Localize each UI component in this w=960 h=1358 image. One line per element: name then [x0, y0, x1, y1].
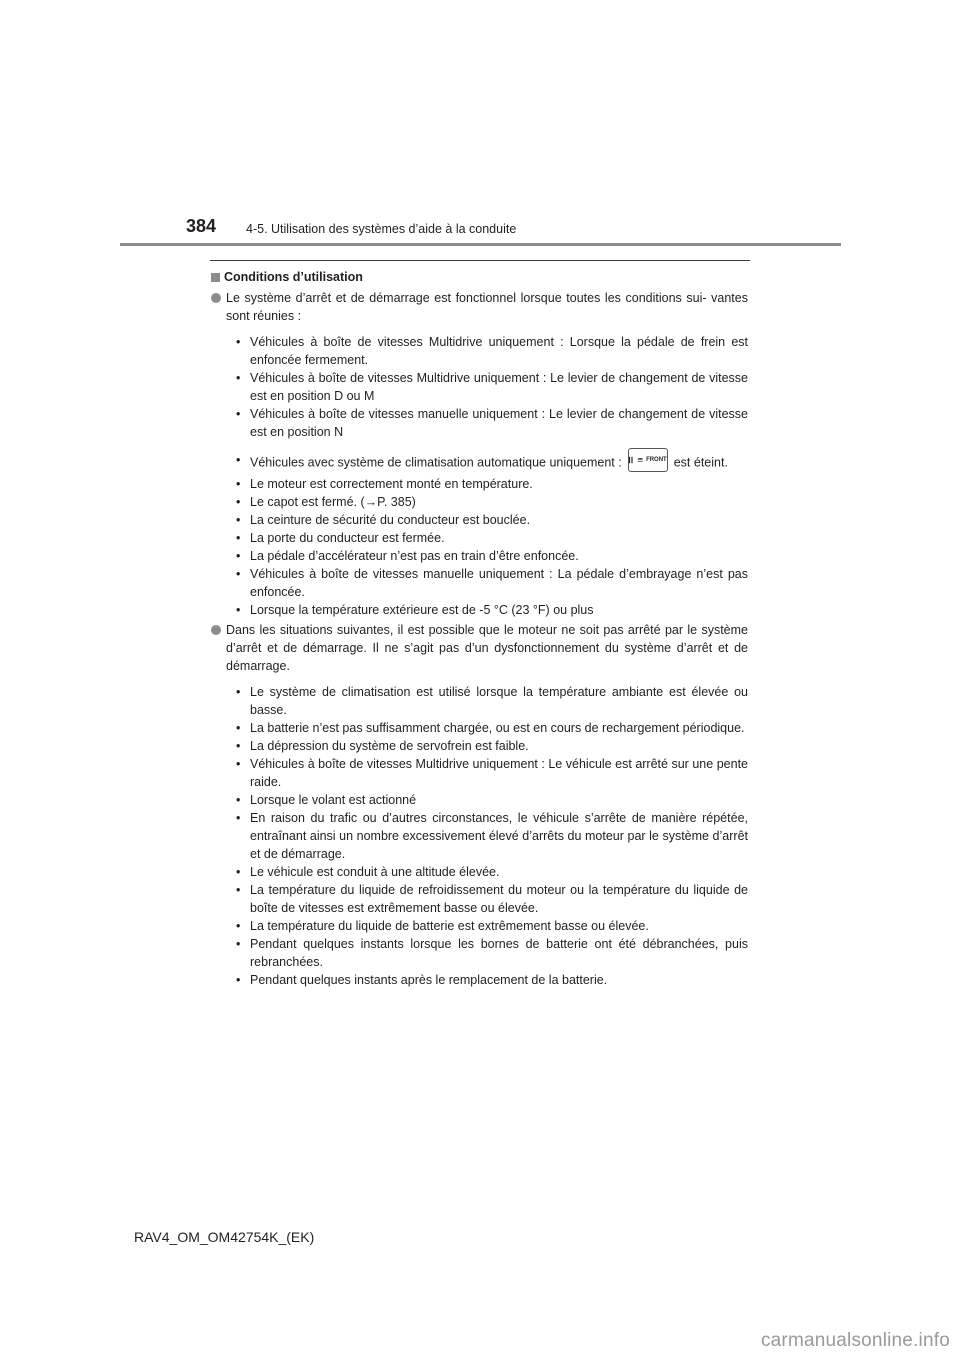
list-item: • Véhicules à boîte de vitesses manuelle uniquement : Le levier de changement de vitesse est en position N [236, 407, 748, 439]
paragraph-situations [211, 621, 748, 675]
list-item: • La température du liquide de batterie est extrêmement basse ou élevée. [236, 919, 649, 933]
list-item: • La température du liquide de refroidissement du moteur ou la température du liquide de boîte de vitesses est extrêmement basse ou élevée. [236, 883, 748, 915]
windshield-defog-icon [637, 456, 643, 464]
paragraph-situations-text: Dans les situations suivantes, il est possible que le moteur ne soit pas arrêté par le système d’arrêt et de démarrage. Il ne s’agit pas d’un dysfonctionnement du système d’arrêt et de démarrage. [226, 623, 748, 673]
paragraph-conditions-text: Le système d’arrêt et de démarrage est fonctionnel lorsque toutes les conditions sui- vantes sont réunies : [226, 291, 748, 323]
list-item: • La ceinture de sécurité du conducteur est bouclée. [236, 513, 531, 527]
square-bullet-icon [211, 273, 220, 282]
conditions-list [211, 333, 748, 619]
list-item: • Le moteur est correctement monté en température. [236, 477, 533, 491]
footer-doc-code: RAV4_OM_OM42754K_(EK) [134, 1229, 315, 1245]
section-heading-text: Conditions d’utilisation [224, 270, 363, 284]
list-item: • Lorsque le volant est actionné [236, 793, 417, 807]
list-item: • Véhicules à boîte de vitesses Multidrive uniquement : Le levier de changement de vitesse est en position D ou M [236, 371, 748, 403]
list-item: • En raison du trafic ou d’autres circonstances, le véhicule s’arrête de manière répétée, entraînant ainsi un nombre excessivement élevé d’arrêts du moteur par le système d’arrêt et de démarrage. [236, 811, 748, 861]
list-item-climate: • Véhicules avec système de climatisation automatique uniquement : FRONT est éteint. [211, 451, 748, 475]
list-item: • Lorsque la température extérieure est de -5 °C (23 °F) ou plus [236, 603, 594, 617]
paragraph-conditions [211, 289, 748, 325]
list-item: • Pendant quelques instants après le remplacement de la batterie. [236, 973, 608, 987]
list-item: • La pédale d’accélérateur n’est pas en train d’être enfoncée. [236, 549, 579, 563]
content-rule [210, 260, 750, 261]
situations-list [211, 683, 748, 989]
section-title: 4-5. Utilisation des systèmes d’aide à la conduite [246, 222, 517, 236]
list-item: • La batterie n’est pas suffisamment chargée, ou est en cours de rechargement périodique. [236, 721, 745, 735]
list-item: • Le système de climatisation est utilisé lorsque la température ambiante est élevée ou basse. [236, 685, 748, 717]
list-item: • La porte du conducteur est fermée. [236, 531, 445, 545]
bars-icon [629, 455, 634, 465]
watermark: carmanualsonline.info [760, 1330, 950, 1351]
list-item: • Véhicules à boîte de vitesses manuelle uniquement : La pédale d’embrayage n’est pas enfoncée. [236, 567, 748, 599]
header-rule [120, 243, 841, 246]
circle-bullet-icon [211, 293, 221, 303]
list-item: • Véhicules à boîte de vitesses Multidrive uniquement : Le véhicule est arrêté sur une pente raide. [236, 757, 748, 789]
list-item: • Véhicules à boîte de vitesses Multidrive uniquement : Lorsque la pédale de frein est enfoncée fermement. [236, 335, 748, 367]
list-item: • Le capot est fermé. (→P. 385) [236, 495, 416, 509]
section-heading [211, 268, 748, 286]
page-number: 384 [186, 216, 217, 236]
list-item: • La dépression du système de servofrein est faible. [236, 739, 529, 753]
list-item: • Pendant quelques instants lorsque les bornes de batterie ont été débranchées, puis rebranchées. [236, 937, 748, 969]
circle-bullet-icon [211, 625, 221, 635]
list-item: • Le véhicule est conduit à une altitude élevée. [236, 865, 500, 879]
content [211, 268, 748, 991]
defog-button-icon: FRONT [628, 448, 668, 472]
